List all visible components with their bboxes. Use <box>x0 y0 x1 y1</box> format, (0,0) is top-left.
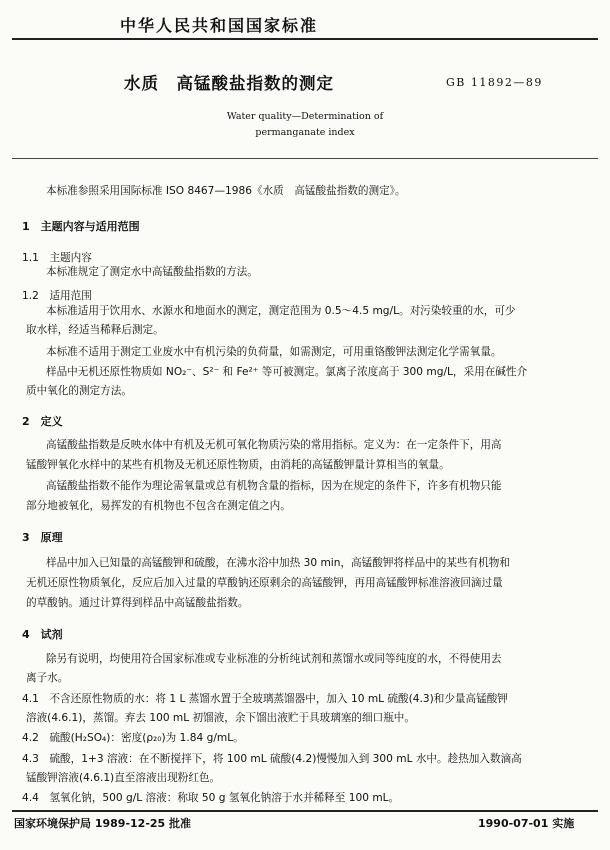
section4-4: 4.4 氢氧化钠，500 g/L 溶液：称取 50 g 氢氧化钠溶于水并稀释至 100 mL。 <box>22 792 400 804</box>
section4-3-line2: 锰酸钾溶液(4.6.1)直至溶液出现粉红色。 <box>26 772 221 784</box>
standard-code: GB 11892—89 <box>446 76 543 89</box>
section2-p1-line1: 高锰酸盐指数是反映水体中有机及无机可氧化物质污染的常用指标。定义为：在一定条件下，用高 <box>46 439 502 451</box>
section3-p1-line1: 样品中加入已知量的高锰酸钾和硫酸，在沸水浴中加热 30 min，高锰酸钾将样品中的某些有机物和 <box>46 557 510 569</box>
section1-2-heading: 1.2 适用范围 <box>22 290 92 302</box>
section1-1-heading: 1.1 主题内容 <box>22 252 92 264</box>
section3-p1-line2: 无机还原性物质氧化，反应后加入过量的草酸钠还原剩余的高锰酸钾，再用高锰酸钾标准溶液回滴过量 <box>26 577 503 589</box>
english-title-line2: permanganate index <box>255 127 355 138</box>
section1-1-text: 本标准规定了测定水中高锰酸盐指数的方法。 <box>46 266 258 278</box>
english-title-line1: Water quality—Determination of <box>226 111 384 122</box>
section4-1-line2: 溶液(4.6.1)，蒸馏。弃去 100 mL 初馏液，余下馏出液贮于具玻璃塞的细口瓶中。 <box>26 712 415 724</box>
section2-p1-line2: 锰酸钾氧化水样中的某些有机物及无机还原性物质，由消耗的高锰酸钾量计算相当的氧量。 <box>26 459 450 471</box>
section4-1-line1: 4.1 不含还原性物质的水：将 1 L 蒸馏水置于全玻璃蒸馏器中，加入 10 mL 硫酸(4.3)和少量高锰酸钾 <box>22 693 508 705</box>
section1-2-p1-line2: 取水样，经适当稀释后测定。 <box>26 324 164 336</box>
section3-heading: 3 原理 <box>22 531 63 544</box>
section1-2-p3-line2: 质中氧化的测定方法。 <box>26 385 132 397</box>
footer-rule <box>12 810 598 812</box>
section1-2-p2: 本标准不适用于测定工业废水中有机污染的负荷量，如需测定，可用重铬酸钾法测定化学需氧量。 <box>46 346 502 358</box>
section3-p1-line3: 的草酸钠。通过计算得到样品中高锰酸盐指数。 <box>26 597 249 609</box>
section4-heading: 4 试剂 <box>22 628 63 641</box>
intro-text: 本标准参照采用国际标准 ISO 8467—1986《水质 高锰酸盐指数的测定》。 <box>46 185 406 197</box>
header-title: 中华人民共和国国家标准 <box>120 16 319 35</box>
implementation-date: 1990-07-01 实施 <box>478 817 575 830</box>
section2-p2-line1: 高锰酸盐指数不能作为理论需氧量或总有机物含量的指标，因为在规定的条件下，许多有机物只能 <box>46 480 502 492</box>
section1-2-p3-line1: 样品中无机还原性物质如 NO₂⁻、S²⁻ 和 Fe²⁺ 等可被测定。氯离子浓度高于 300 mg/L，采用在碱性介 <box>46 366 528 378</box>
section1-heading: 1 主题内容与适用范围 <box>22 220 140 233</box>
section2-heading: 2 定义 <box>22 415 63 428</box>
section4-2: 4.2 硫酸(H₂SO₄)：密度(ρ₂₀)为 1.84 g/mL。 <box>22 732 244 744</box>
approval-date: 国家环境保护局 1989-12-25 批准 <box>14 817 192 830</box>
section4-p1-line1: 除另有说明，均使用符合国家标准或专业标准的分析纯试剂和蒸馏水或同等纯度的水，不得使用去 <box>46 653 502 665</box>
document-title: 水质 高锰酸盐指数的测定 <box>124 74 334 93</box>
section4-p1-line2: 离子水。 <box>26 672 69 684</box>
section4-3-line1: 4.3 硫酸，1+3 溶液：在不断搅拌下，将 100 mL 硫酸(4.2)慢慢加入到 300 mL 水中。趁热加入数滴高 <box>22 753 522 765</box>
title-rule <box>12 158 598 159</box>
header-rule <box>12 38 598 40</box>
section2-p2-line2: 部分地被氧化，易挥发的有机物也不包含在测定值之内。 <box>26 500 291 512</box>
section1-2-p1-line1: 本标准适用于饮用水、水源水和地面水的测定，测定范围为 0.5～4.5 mg/L。对污染较重的水，可少 <box>46 305 516 317</box>
